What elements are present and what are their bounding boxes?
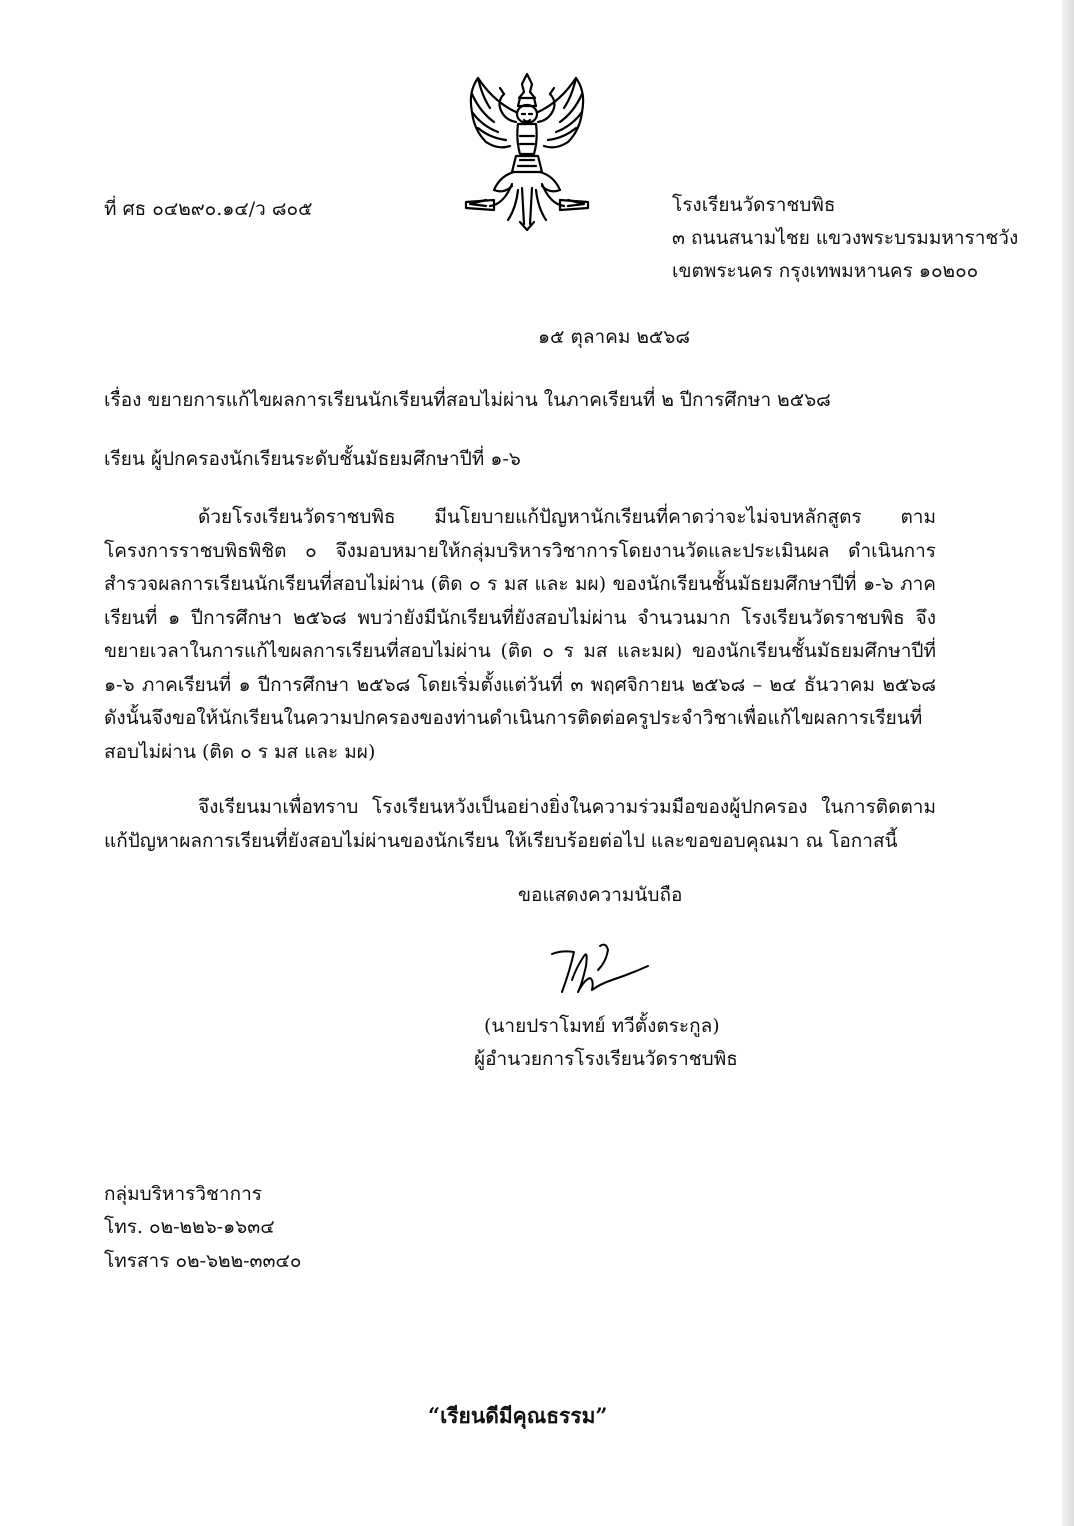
body-paragraph-2-text: จึงเรียนมาเพื่อทราบ โรงเรียนหวังเป็นอย่างยิ่งในความร่วมมือของผู้ปกครอง ในการติดตามแก้ปัญหาผลการเรียนที่ยังสอบไม่ผ่านของนักเรียน ให้เรียบร้อยต่อไป และขอขอบคุณมา ณ โอกาสนี้: [104, 796, 936, 852]
body-paragraph-1-text: ด้วยโรงเรียนวัดราชบพิธ มีนโยบายแก้ปัญหานักเรียนที่คาดว่าจะไม่จบหลักสูตร ตามโครงการราชบพิธพิชิต ๐ จึงมอบหมายให้กลุ่มบริหารวิชาการโดยงานวัดและประเมินผล ดำเนินการสำรวจผลการเรียนนักเรียนที่สอบไม่ผ่าน (ติด ๐ ร มส และ มผ) ของนักเรียนชั้นมัธยมศึกษาปีที่ ๑-๖ ภาคเรียนที่ ๑ ปีการศึกษา ๒๕๖๘ พบว่ายังมีนักเรียนที่ยังสอบไม่ผ่าน จำนวนมาก โรงเรียนวัดราชบพิธ จึงขยายเวลาในการแก้ไขผลการเรียนที่สอบไม่ผ่าน (ติด ๐ ร มส และมผ) ของนักเรียนชั้นมัธยมศึกษาปีที่ ๑-๖ ภาคเรียนที่ ๑ ปีการศึกษา ๒๕๖๘ โดยเริ่มตั้งแต่วันที่ ๓ พฤศจิกายน ๒๕๖๘ – ๒๔ ธันวาคม ๒๕๖๘ ดังนั้นจึงขอให้นักเรียนในความปกครองของท่านดำเนินการติดต่อครูประจำวิชาเพื่อแก้ไขผลการเรียนที่สอบไม่ผ่าน (ติด ๐ ร มส และ มผ): [104, 506, 936, 763]
handwritten-signature-icon: [548, 940, 658, 1004]
signatory-name: (นายปราโมทย์ ทวีตั้งตระกูล): [484, 1015, 720, 1037]
closing-salutation: ขอแสดงความนับถือ: [518, 884, 683, 906]
garuda-emblem-icon: [464, 72, 590, 232]
reference-number: ที่ ศธ ๐๔๒๙๐.๑๔/ว ๘๐๕: [104, 198, 313, 220]
recipient-line: เรียน ผู้ปกครองนักเรียนระดับชั้นมัธยมศึกษาปีที่ ๑-๖: [104, 448, 521, 470]
address-line-2: เขตพระนคร กรุงเทพมหานคร ๑๐๒๐๐: [672, 260, 979, 282]
letter-date: ๑๕ ตุลาคม ๒๕๖๘: [538, 326, 691, 348]
body-paragraph-2: [104, 791, 936, 858]
body-paragraph-1: [104, 501, 936, 769]
signatory-title: ผู้อำนวยการโรงเรียนวัดราชบพิธ: [474, 1048, 738, 1070]
department-name: กลุ่มบริหารวิชาการ: [104, 1183, 262, 1205]
page-edge: [1062, 0, 1074, 1526]
fax-number: โทรสาร ๐๒-๖๒๒-๓๓๔๐: [104, 1250, 302, 1272]
school-motto: “เรียนดีมีคุณธรรม”: [428, 1403, 608, 1428]
subject-line: เรื่อง ขยายการแก้ไขผลการเรียนนักเรียนที่สอบไม่ผ่าน ในภาคเรียนที่ ๒ ปีการศึกษา ๒๕๖๘: [104, 389, 831, 411]
phone-number: โทร. ๐๒-๒๒๖-๑๖๓๔: [104, 1216, 275, 1238]
address-line-1: ๓ ถนนสนามไชย แขวงพระบรมมหาราชวัง: [672, 227, 1019, 249]
school-name: โรงเรียนวัดราชบพิธ: [672, 194, 836, 216]
